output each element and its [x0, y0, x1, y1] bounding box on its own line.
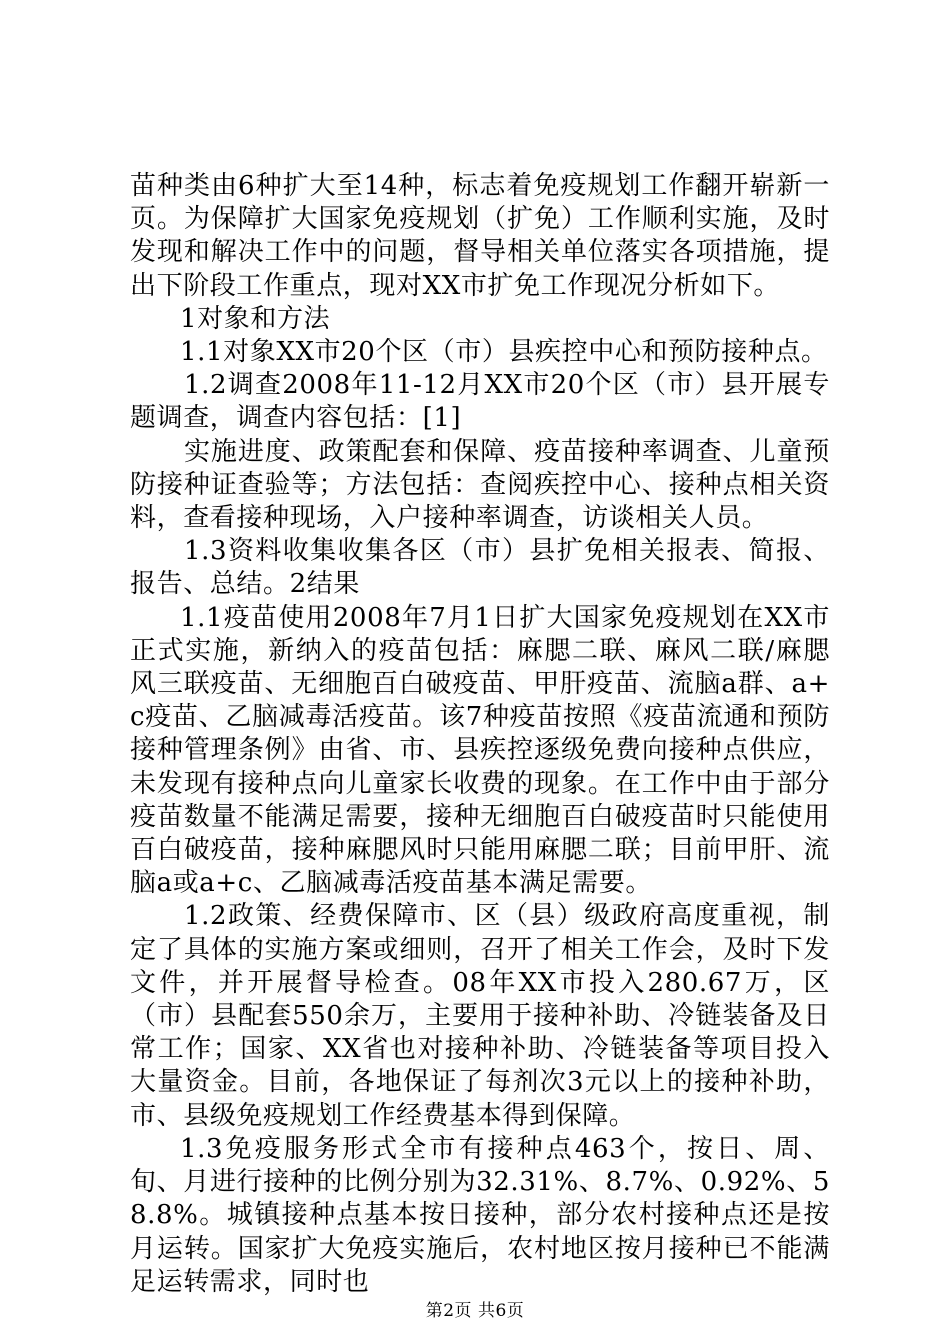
paragraph-objects: 1.1对象XX市20个区（市）县疾控中心和预防接种点。: [180, 337, 828, 368]
document-body: [130, 170, 830, 1299]
section-heading-objects-methods: 1对象和方法: [180, 303, 331, 334]
paragraph-vaccine-use: 1.1疫苗使用2008年7月1日扩大国家免疫规划在XX市正式实施，新纳入的疫苗包括：麻腮二联、麻风二联/麻腮风三联疫苗、无细胞百白破疫苗、甲肝疫苗、流脑a群、a+c疫苗、乙脑减毒活疫苗。该7种疫苗按照《疫苗流通和预防接种管理条例》由省、市、县疾控逐级免费向接种点供应，未发现有接种点向儿童家长收费的现象。在工作中由于部分疫苗数量不能满足需要，接种无细胞百白破疫苗时只能使用百白破疫苗，接种麻腮风时只能用麻腮二联；目前甲肝、流脑a或a+c、乙脑减毒活疫苗基本满足需要。: [130, 602, 830, 899]
paragraph-data-collection: 1.3资料收集收集各区（市）县扩免相关报表、简报、报告、总结。2结果: [130, 536, 830, 600]
paragraph-survey: 1.2调查2008年11-12月XX市20个区（市）县开展专题调查，调查内容包括：[1]: [130, 370, 830, 434]
paragraph-survey-content: 实施进度、政策配套和保障、疫苗接种率调查、儿童预防接种证查验等；方法包括：查阅疾控中心、接种点相关资料，查看接种现场，入户接种率调查，访谈相关人员。: [130, 436, 830, 534]
paragraph-policy-funding: 1.2政策、经费保障市、区（县）级政府高度重视，制定了具体的实施方案或细则，召开了相关工作会，及时下发文件，并开展督导检查。08年XX市投入280.67万，区（市）县配套550余万，主要用于接种补助、冷链装备及日常工作；国家、XX省也对接种补助、冷链装备等项目投入大量资金。目前，各地保证了每剂次3元以上的接种补助，市、县级免疫规划工作经费基本得到保障。: [130, 901, 830, 1131]
paragraph-intro-continued: 苗种类由6种扩大至14种，标志着免疫规划工作翻开崭新一页。为保障扩大国家免疫规划（扩免）工作顺利实施，及时发现和解决工作中的问题，督导相关单位落实各项措施，提出下阶段工作重点，现对XX市扩免工作现况分析如下。: [130, 171, 830, 301]
paragraph-service-form: 1.3免疫服务形式全市有接种点463个，按日、周、旬、月进行接种的比例分别为32.31%、8.7%、0.92%、58.8%。城镇接种点基本按日接种，部分农村接种点还是按月运转。国家扩大免疫实施后，农村地区按月接种已不能满足运转需求，同时也: [130, 1133, 830, 1297]
page-footer: 第2页 共6页: [425, 1301, 525, 1321]
